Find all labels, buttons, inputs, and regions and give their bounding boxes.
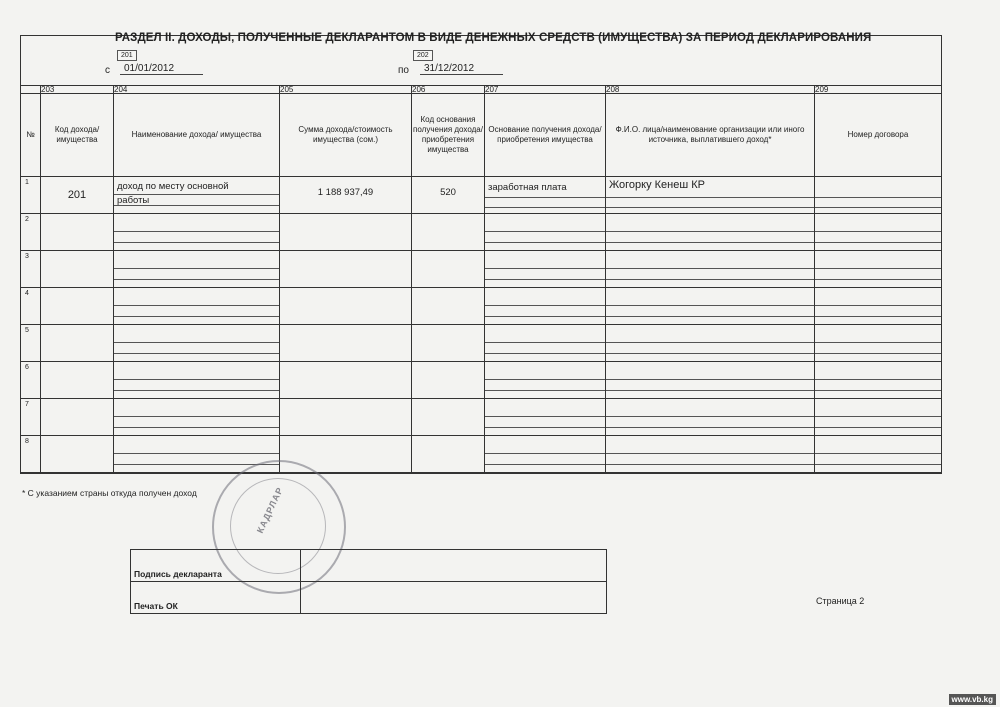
ruled-line	[606, 464, 814, 465]
empty-cell	[412, 288, 485, 325]
empty-cell	[485, 325, 606, 362]
ruled-line	[815, 231, 941, 232]
page-number: Страница 2	[816, 596, 865, 606]
ruled-line	[485, 207, 605, 208]
table-row	[21, 288, 942, 325]
ruled-line	[606, 279, 814, 280]
income-code-cell	[41, 177, 114, 214]
row-number: 3	[25, 253, 29, 260]
empty-cell	[815, 325, 942, 362]
column-code: 209	[815, 86, 942, 94]
ruled-line	[114, 453, 279, 454]
ruled-line	[485, 305, 605, 306]
ruled-line	[114, 242, 279, 243]
row-number: 6	[25, 364, 29, 371]
empty-cell	[815, 288, 942, 325]
ruled-line	[815, 197, 941, 198]
empty-cell	[606, 214, 815, 251]
empty-cell	[114, 399, 280, 436]
table-row	[21, 325, 942, 362]
row-number: 1	[25, 179, 29, 186]
row-number: 4	[25, 290, 29, 297]
field-code-from: 201	[117, 50, 137, 61]
row-number: 5	[25, 327, 29, 334]
ruled-line	[815, 242, 941, 243]
ruled-line	[606, 305, 814, 306]
column-code-row	[21, 86, 942, 94]
row-number-cell	[21, 362, 41, 399]
row-number: 2	[25, 216, 29, 223]
ruled-line	[485, 268, 605, 269]
ruled-line	[114, 231, 279, 232]
ruled-line	[485, 279, 605, 280]
row-number: 8	[25, 438, 29, 445]
ruled-line	[114, 279, 279, 280]
ruled-line	[485, 197, 605, 198]
header-contract-number: Номер договора	[815, 94, 942, 177]
column-code: 207	[485, 86, 606, 94]
ruled-line	[815, 453, 941, 454]
ruled-line	[815, 305, 941, 306]
empty-cell	[412, 362, 485, 399]
footnote: * С указанием страны откуда получен доход	[22, 488, 197, 498]
empty-cell	[606, 325, 815, 362]
column-code: 208	[606, 86, 815, 94]
income-name-cell	[114, 177, 280, 214]
table-row	[21, 177, 942, 214]
income-basis: заработная плата	[488, 182, 567, 193]
empty-cell	[280, 214, 412, 251]
stamp-label: Печать ОК	[131, 582, 301, 614]
column-code: 206	[412, 86, 485, 94]
field-code-to: 202	[413, 50, 433, 61]
income-name-line1: доход по месту основной	[117, 181, 229, 192]
ruled-line	[485, 353, 605, 354]
empty-cell	[606, 436, 815, 473]
empty-cell	[41, 399, 114, 436]
ruled-line	[114, 390, 279, 391]
income-code: 201	[67, 189, 87, 201]
basis-code: 520	[440, 187, 456, 198]
empty-cell	[412, 399, 485, 436]
ruled-line	[485, 242, 605, 243]
empty-cell	[280, 325, 412, 362]
ruled-line	[606, 379, 814, 380]
empty-cell	[485, 362, 606, 399]
ruled-line	[815, 279, 941, 280]
row-number-cell	[21, 214, 41, 251]
to-label: по	[398, 65, 409, 76]
table-row	[21, 399, 942, 436]
contract-cell	[815, 177, 942, 214]
ruled-line	[815, 268, 941, 269]
income-amount: 1 188 937,49	[317, 187, 374, 198]
code-cell-empty	[21, 86, 41, 94]
income-name-line2: работы	[117, 195, 150, 206]
ruled-line	[485, 427, 605, 428]
ruled-line	[485, 464, 605, 465]
watermark: www.vb.kg	[949, 694, 997, 705]
empty-cell	[41, 436, 114, 473]
empty-cell	[815, 399, 942, 436]
ruled-line	[606, 197, 814, 198]
row-number-cell	[21, 436, 41, 473]
empty-cell	[41, 214, 114, 251]
ruled-line	[606, 427, 814, 428]
empty-cell	[485, 214, 606, 251]
period-to-value: 31/12/2012	[420, 63, 503, 75]
period-from-value: 01/01/2012	[120, 63, 203, 75]
from-label: с	[105, 65, 110, 76]
ruled-line	[606, 268, 814, 269]
ruled-line	[114, 379, 279, 380]
row-number-cell	[21, 177, 41, 214]
empty-cell	[280, 362, 412, 399]
row-number: 7	[25, 401, 29, 408]
basis-code-cell	[412, 177, 485, 214]
ruled-line	[485, 416, 605, 417]
header-basis-code: Код основания получения дохода/ приобретения имущества	[412, 94, 485, 177]
section-title: РАЗДЕЛ II. ДОХОДЫ, ПОЛУЧЕННЫЕ ДЕКЛАРАНТОМ В ВИДЕ ДЕНЕЖНЫХ СРЕДСТВ (ИМУЩЕСТВА) ЗА ПЕРИОД ДЕКЛАРИРОВАНИЯ	[115, 32, 872, 44]
empty-cell	[412, 325, 485, 362]
ruled-line	[114, 427, 279, 428]
empty-cell	[41, 325, 114, 362]
empty-cell	[485, 399, 606, 436]
empty-cell	[815, 436, 942, 473]
header-income-code: Код дохода/ имущества	[41, 94, 114, 177]
empty-cell	[485, 251, 606, 288]
declarant-signature-label: Подпись декларанта	[131, 550, 301, 582]
empty-cell	[114, 362, 280, 399]
header-income-amount: Сумма дохода/стоимость имущества (сом.)	[280, 94, 412, 177]
ruled-line	[606, 453, 814, 454]
ruled-line	[815, 416, 941, 417]
empty-cell	[41, 251, 114, 288]
ruled-line	[114, 205, 279, 206]
ruled-line	[815, 390, 941, 391]
ruled-line	[114, 316, 279, 317]
income-source: Жогорку Кенеш КР	[609, 179, 705, 191]
ruled-line	[485, 342, 605, 343]
empty-cell	[280, 288, 412, 325]
ruled-line	[485, 316, 605, 317]
signature-table	[130, 549, 607, 614]
header-basis: Основание получения дохода/приобретения имущества	[485, 94, 606, 177]
empty-cell	[815, 214, 942, 251]
header-income-name: Наименование дохода/ имущества	[114, 94, 280, 177]
empty-cell	[606, 362, 815, 399]
ruled-line	[815, 353, 941, 354]
table-row	[21, 251, 942, 288]
empty-cell	[114, 325, 280, 362]
table-row	[21, 362, 942, 399]
ruled-line	[606, 353, 814, 354]
column-code: 205	[280, 86, 412, 94]
stamp-text: КАДРЛАР	[254, 485, 286, 535]
ruled-line	[815, 427, 941, 428]
ruled-line	[606, 342, 814, 343]
ruled-line	[606, 416, 814, 417]
row-number-cell	[21, 251, 41, 288]
ruled-line	[815, 464, 941, 465]
empty-cell	[485, 288, 606, 325]
header-payer: Ф.И.О. лица/наименование организации или иного источника, выплатившего доход*	[606, 94, 815, 177]
empty-cell	[41, 288, 114, 325]
payer-cell	[606, 177, 815, 214]
ruled-line	[606, 207, 814, 208]
header-number: №	[21, 94, 41, 177]
table-row	[21, 214, 942, 251]
ruled-line	[815, 379, 941, 380]
ruled-line	[606, 242, 814, 243]
column-code: 203	[41, 86, 114, 94]
empty-cell	[412, 214, 485, 251]
ruled-line	[485, 379, 605, 380]
empty-cell	[606, 251, 815, 288]
empty-cell	[606, 399, 815, 436]
ruled-line	[114, 305, 279, 306]
ruled-line	[606, 231, 814, 232]
ruled-line	[114, 194, 279, 195]
empty-cell	[815, 362, 942, 399]
ruled-line	[485, 231, 605, 232]
empty-cell	[412, 436, 485, 473]
basis-cell	[485, 177, 606, 214]
ruled-line	[485, 390, 605, 391]
declarant-signature-field	[301, 550, 607, 582]
stamp-field	[301, 582, 607, 614]
ruled-line	[606, 390, 814, 391]
ruled-line	[815, 342, 941, 343]
ruled-line	[114, 342, 279, 343]
empty-cell	[114, 214, 280, 251]
empty-cell	[41, 362, 114, 399]
ruled-line	[114, 268, 279, 269]
empty-cell	[280, 399, 412, 436]
header-row	[21, 94, 942, 177]
empty-cell	[412, 251, 485, 288]
row-number-cell	[21, 399, 41, 436]
empty-cell	[114, 251, 280, 288]
ruled-line	[815, 316, 941, 317]
table-row	[21, 436, 942, 473]
empty-cell	[606, 288, 815, 325]
ruled-line	[815, 207, 941, 208]
empty-cell	[485, 436, 606, 473]
row-number-cell	[21, 288, 41, 325]
ruled-line	[485, 453, 605, 454]
income-table	[20, 85, 942, 473]
row-number-cell	[21, 325, 41, 362]
empty-cell	[815, 251, 942, 288]
empty-cell	[114, 288, 280, 325]
column-code: 204	[114, 86, 280, 94]
ruled-line	[114, 416, 279, 417]
ruled-line	[114, 353, 279, 354]
income-amount-cell	[280, 177, 412, 214]
ruled-line	[606, 316, 814, 317]
empty-cell	[280, 251, 412, 288]
